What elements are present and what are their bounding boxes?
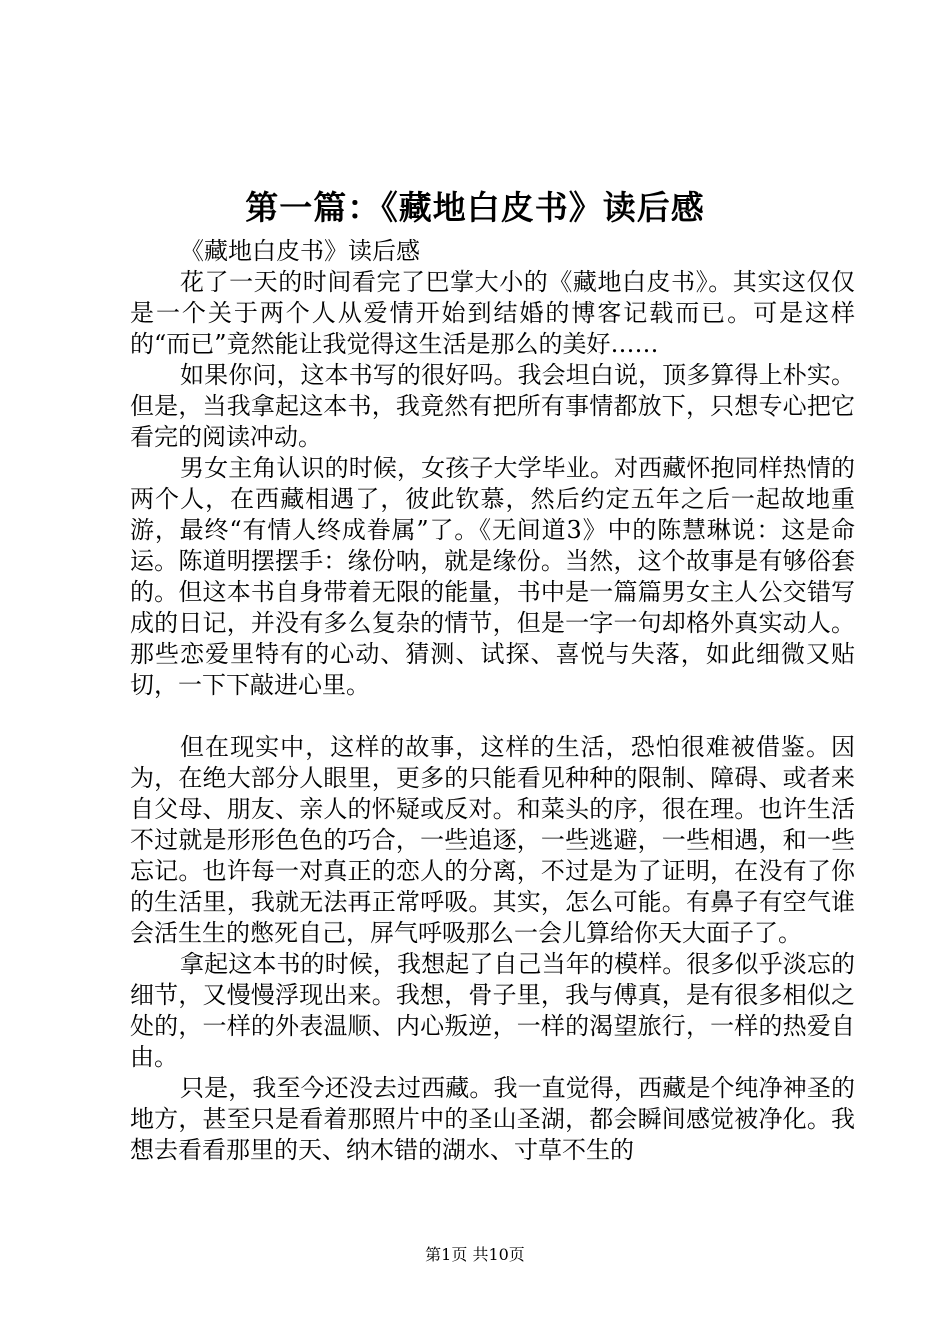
paragraph-2: 如果你问，这本书写的很好吗。我会坦白说，顶多算得上朴实。但是，当我拿起这本书，我竟然有把所有事情都放下，只想专心把它看完的阅读冲动。 <box>130 361 855 451</box>
document-title: 第一篇：《藏地白皮书》读后感 <box>245 188 705 227</box>
page-footer: 第1页 共10页 <box>425 1245 525 1264</box>
paragraph-6: 只是，我至今还没去过西藏。我一直觉得，西藏是个纯净神圣的地方，甚至只是看着那照片中的圣山圣湖，都会瞬间感觉被净化。我想去看看那里的天、纳木错的湖水、寸草不生的 <box>130 1074 855 1164</box>
paragraph-3: 男女主角认识的时候，女孩子大学毕业。对西藏怀抱同样热情的两个人，在西藏相遇了，彼此钦慕，然后约定五年之后一起故地重游，最终“有情人终成眷属”了。《无间道3》中的陈慧琳说：这是命运。陈道明摆摆手：缘份呐，就是缘份。当然，这个故事是有够俗套的。但这本书自身带着无限的能量，书中是一篇篇男女主人公交错写成的日记，并没有多么复杂的情节，但是一字一句却格外真实动人。那些恋爱里特有的心动、猜测、试探、喜悦与失落，如此细微又贴切，一下下敲进心里。 <box>130 454 855 699</box>
paragraph-5: 拿起这本书的时候，我想起了自己当年的模样。很多似乎淡忘的细节，又慢慢浮现出来。我想，骨子里，我与傅真，是有很多相似之处的，一样的外表温顺、内心叛逆，一样的渴望旅行，一样的热爱自由。 <box>130 950 855 1071</box>
document-body <box>130 236 855 1166</box>
paragraph-4: 但在现实中，这样的故事，这样的生活，恐怕很难被借鉴。因为，在绝大部分人眼里，更多的只能看见种种的限制、障碍、或者来自父母、朋友、亲人的怀疑或反对。和菜头的序，很在理。也许生活不过就是形形色色的巧合，一些追逐，一些逃避，一些相遇，和一些忘记。也许每一对真正的恋人的分离，不过是为了证明，在没有了你的生活里，我就无法再正常呼吸。其实，怎么可能。有鼻子有空气谁会活生生的憋死自己，屏气呼吸那么一会儿算给你天大面子了。 <box>130 733 855 947</box>
paragraph-1: 花了一天的时间看完了巴掌大小的《藏地白皮书》。其实这仅仅是一个关于两个人从爱情开始到结婚的博客记载而已。可是这样的“而已”竟然能让我觉得这生活是那么的美好…… <box>130 268 855 358</box>
paragraph-subtitle: 《藏地白皮书》读后感 <box>180 237 420 265</box>
